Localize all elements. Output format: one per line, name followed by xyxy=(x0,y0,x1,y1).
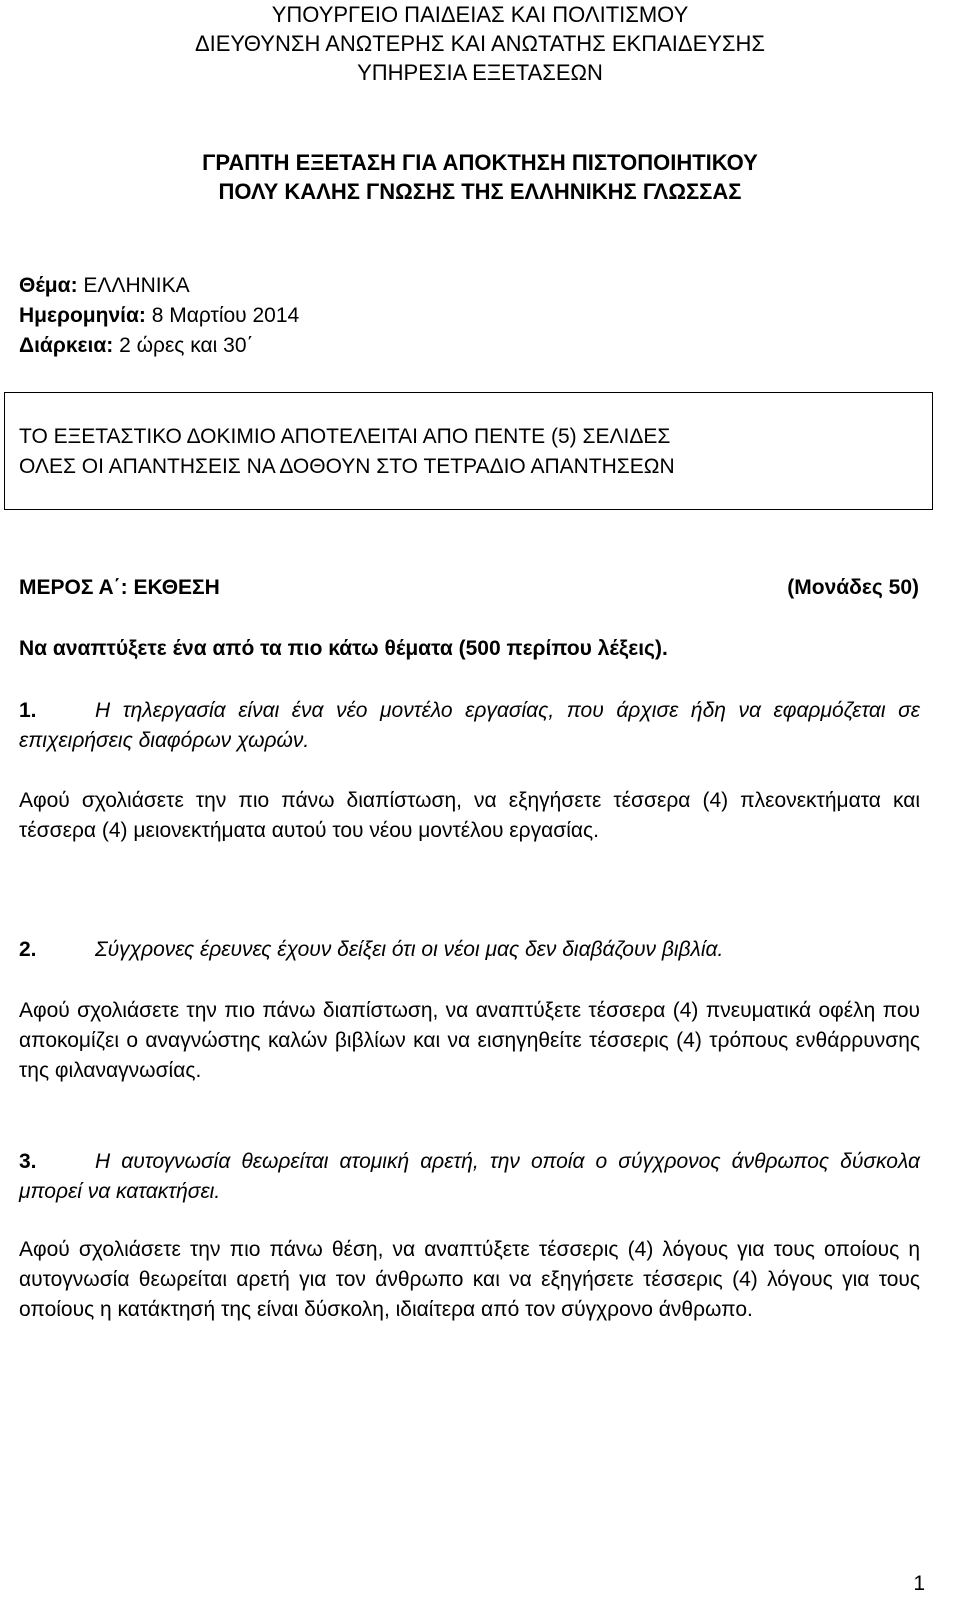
date-row xyxy=(19,301,299,331)
date-label: Ημερομηνία: xyxy=(19,304,146,327)
notice-line-1: ΤΟ ΕΞΕΤΑΣΤΙΚΟ ΔΟΚΙΜΙΟ ΑΠΟΤΕΛΕΙΤΑΙ ΑΠΟ ΠΕΝΤΕ (5) ΣΕΛΙΔΕΣ xyxy=(19,425,671,448)
subject-value: ΕΛΛΗΝΙΚΑ xyxy=(77,274,190,297)
exam-title xyxy=(0,148,960,206)
part-title: ΜΕΡΟΣ Α΄: ΕΚΘΕΣΗ xyxy=(19,576,220,599)
topic-2-number: 2. xyxy=(19,938,37,961)
topic-1-number: 1. xyxy=(19,699,37,722)
subject-row xyxy=(19,271,299,301)
topic-3-number: 3. xyxy=(19,1150,37,1173)
page-number: 1 xyxy=(913,1572,925,1595)
topic-1-statement xyxy=(19,696,920,756)
topic-2-statement-text: Σύγχρονες έρευνες έχουν δείξει ότι οι νέοι μας δεν διαβάζουν βιβλία. xyxy=(95,938,724,961)
duration-value: 2 ώρες και 30΄ xyxy=(113,334,254,357)
part-points: (Μονάδες 50) xyxy=(787,576,919,599)
topic-1-statement-text: Η τηλεργασία είναι ένα νέο μοντέλο εργασίας, που άρχισε ήδη να εφαρμόζεται σε επιχειρήσεις διαφόρων χωρών. xyxy=(19,699,920,752)
topic-3-task: Αφού σχολιάσετε την πιο πάνω θέση, να αναπτύξετε τέσσερις (4) λόγους για τους οποίους η αυτογνωσία θεωρείται αρετή για τον άνθρωπο και να εξηγήσετε τέσσερις (4) λόγους για τους οποίους η κατάκτησή της είναι δύσκολη, ιδιαίτερα από τον σύγχρονο άνθρωπο. xyxy=(19,1238,920,1321)
notice-line-2: ΟΛΕΣ ΟΙ ΑΠΑΝΤΗΣΕΙΣ ΝΑ ΔΟΘΟΥΝ ΣΤΟ ΤΕΤΡΑΔΙΟ ΑΠΑΝΤΗΣΕΩΝ xyxy=(19,455,675,478)
exam-title-line-1: ΓΡΑΠΤΗ ΕΞΕΤΑΣΗ ΓΙΑ ΑΠΟΚΤΗΣΗ ΠΙΣΤΟΠΟΙΗΤΙΚΟΥ xyxy=(202,150,758,175)
duration-label: Διάρκεια: xyxy=(19,334,114,357)
topic-2-task: Αφού σχολιάσετε την πιο πάνω διαπίστωση, να αναπτύξετε τέσσερα (4) πνευματικά οφέλη που αποκομίζει ο αναγνώστης καλών βιβλίων και να εισηγηθείτε τέσσερις (4) τρόπους ενθάρρυνσης της φιλαναγνωσίας. xyxy=(19,999,920,1082)
exam-meta xyxy=(19,271,299,361)
subject-label: Θέμα: xyxy=(19,274,78,297)
topic-1-task: Αφού σχολιάσετε την πιο πάνω διαπίστωση, να εξηγήσετε τέσσερα (4) πλεονεκτήματα και τέσσερα (4) μειονεκτήματα αυτού του νέου μοντέλου εργασίας. xyxy=(19,789,920,842)
exam-title-line-2: ΠΟΛΥ ΚΑΛΗΣ ΓΝΩΣΗΣ ΤΗΣ ΕΛΛΗΝΙΚΗΣ ΓΛΩΣΣΑΣ xyxy=(218,179,742,204)
date-value: 8 Μαρτίου 2014 xyxy=(145,304,300,327)
service-name: ΥΠΗΡΕΣΙΑ ΕΞΕΤΑΣΕΩΝ xyxy=(357,60,603,85)
ministry-header xyxy=(0,0,960,87)
instruction: Να αναπτύξετε ένα από τα πιο κάτω θέματα (500 περίπου λέξεις). xyxy=(19,637,668,660)
notice-box xyxy=(4,392,933,510)
topic-3-statement xyxy=(19,1147,920,1207)
topic-3-statement-text: Η αυτογνωσία θεωρείται ατομική αρετή, την οποία ο σύγχρονος άνθρωπος δύσκολα μπορεί να κατακτήσει. xyxy=(19,1150,920,1203)
duration-row xyxy=(19,331,299,361)
directorate-name: ΔΙΕΥΘΥΝΣΗ ΑΝΩΤΕΡΗΣ ΚΑΙ ΑΝΩΤΑΤΗΣ ΕΚΠΑΙΔΕΥΣΗΣ xyxy=(194,31,766,56)
part-heading xyxy=(19,576,919,600)
ministry-name: ΥΠΟΥΡΓΕΙΟ ΠΑΙΔΕΙΑΣ ΚΑΙ ΠΟΛΙΤΙΣΜΟΥ xyxy=(271,2,689,27)
topic-2-statement xyxy=(19,935,920,965)
